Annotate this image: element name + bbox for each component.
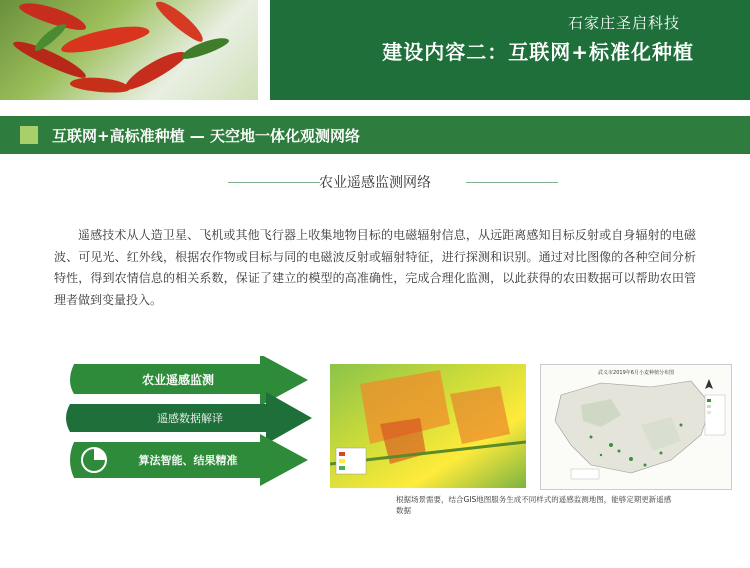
section-bar <box>0 116 750 154</box>
remote-sensing-map <box>330 364 526 488</box>
body-paragraph: 遥感技术从人造卫星、飞机或其他飞行器上收集地物目标的电磁辐射信息，从远距离感知目标反射或自身辐射的电磁波、可见光、红外线，根据农作物或目标与同的电磁波反射或辐射特征，进行探测和识别。通过对比图像的各种空间分析特性，得到农情信息的相关系数，保证了建立的模型的高准确性，完成合理化监测，以此获得的农田数据可以帮助农田管理者做到变量投入。 <box>54 228 696 307</box>
subtitle: 农业遥感监测网络 <box>319 175 431 191</box>
gis-map-title: 武义市2019年6月小麦种植分布图 <box>598 370 674 376</box>
header-band <box>270 0 750 100</box>
north-arrow-icon <box>705 379 713 389</box>
map-caption: 根据场景需要，结合GIS地图服务生成不同样式的遥感监测地图，能够定期更新遥感数据 <box>396 495 672 515</box>
company-name: 石家庄圣启科技 <box>567 14 680 32</box>
subtitle-divider-right <box>466 182 558 183</box>
page-title: 建设内容二：互联网+标准化种植 <box>382 40 694 64</box>
process-arrows <box>60 356 320 486</box>
gis-distribution-map <box>540 364 732 490</box>
section-title: 互联网+高标准种植 — 天空地一体化观测网络 <box>52 127 361 145</box>
arrow-2-label: 遥感数据解译 <box>157 412 223 425</box>
section-marker <box>20 126 38 144</box>
header-chili-image <box>0 0 258 100</box>
arrow-3-label: 算法智能、结果精准 <box>138 454 238 467</box>
arrow-1-label: 农业遥感监测 <box>141 373 215 387</box>
